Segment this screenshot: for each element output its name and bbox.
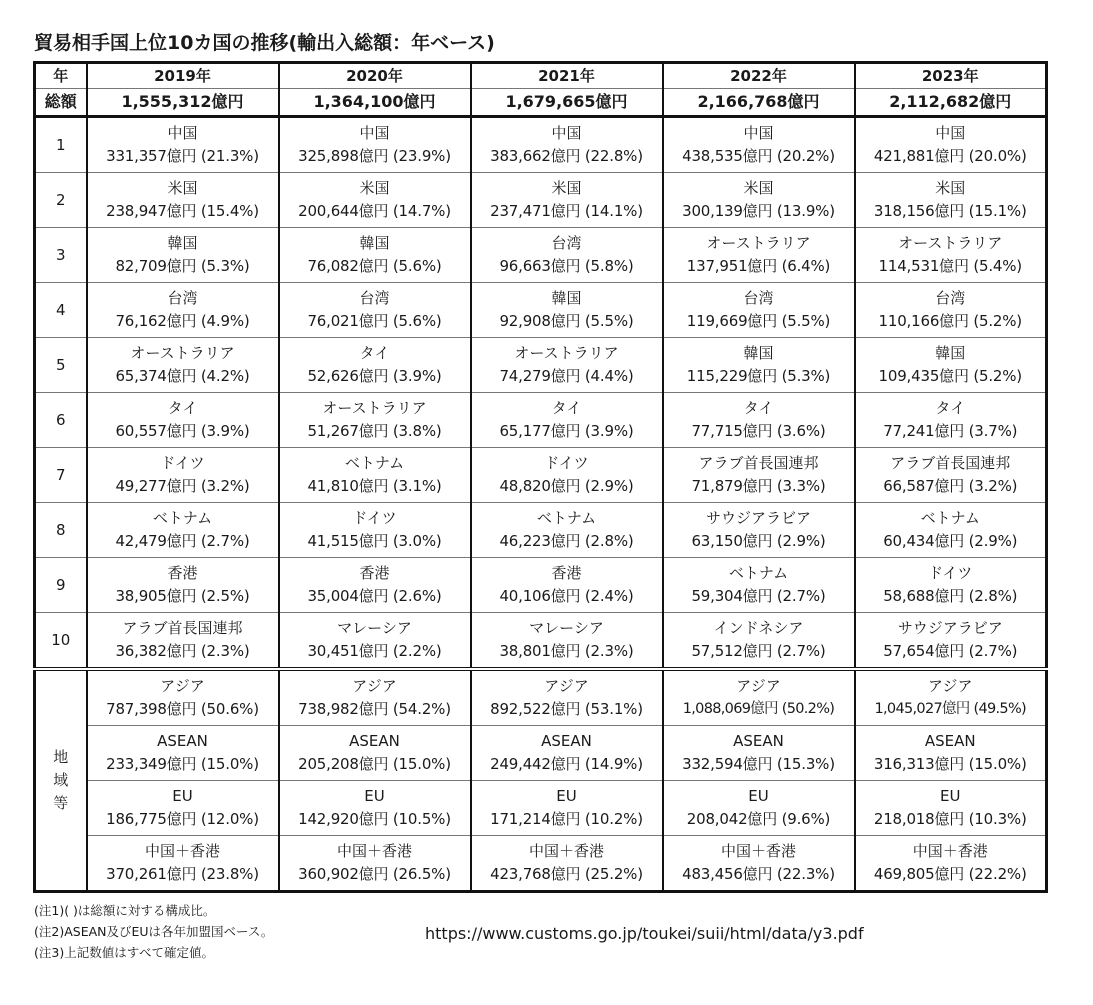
trade-partners-table <box>33 61 1048 893</box>
total-value: 1,364,100億円 <box>279 89 471 117</box>
rank-row <box>35 393 1047 448</box>
country-name: 台湾 <box>935 289 966 307</box>
rank-row <box>35 228 1047 283</box>
trade-value: 65,177億円 (3.9%) <box>499 422 634 440</box>
rank-row <box>35 613 1047 670</box>
country-name: インドネシア <box>713 619 804 637</box>
region-cell <box>855 781 1047 836</box>
country-name: 中国 <box>935 124 966 142</box>
country-name: オーストラリア <box>514 344 619 362</box>
country-name: アジア <box>160 677 205 695</box>
country-cell <box>663 503 855 558</box>
trade-value: 82,709億円 (5.3%) <box>115 257 250 275</box>
trade-value: 42,479億円 (2.7%) <box>115 532 250 550</box>
country-name: アラブ首長国連邦 <box>122 619 243 637</box>
country-name: 米国 <box>167 179 198 197</box>
trade-value: 142,920億円 (10.5%) <box>298 810 451 828</box>
region-cell <box>855 669 1047 726</box>
trade-value: 38,905億円 (2.5%) <box>115 587 250 605</box>
rank-number: 10 <box>35 613 87 670</box>
country-name: アラブ首長国連邦 <box>698 454 819 472</box>
trade-value: 41,515億円 (3.0%) <box>307 532 442 550</box>
country-name: 中国＋香港 <box>720 842 796 860</box>
country-name: 中国 <box>167 124 198 142</box>
trade-value: 60,557億円 (3.9%) <box>115 422 250 440</box>
country-name: 韓国 <box>167 234 198 252</box>
year-header: 2023年 <box>855 63 1047 89</box>
region-cell <box>471 669 663 726</box>
country-cell <box>855 558 1047 613</box>
country-name: ASEAN <box>924 732 976 750</box>
trade-value: 48,820億円 (2.9%) <box>499 477 634 495</box>
country-name: タイ <box>551 399 582 417</box>
trade-value: 49,277億円 (3.2%) <box>115 477 250 495</box>
country-name: ドイツ <box>544 454 589 472</box>
trade-value: 233,349億円 (15.0%) <box>106 755 259 773</box>
total-value: 2,166,768億円 <box>663 89 855 117</box>
country-name: ASEAN <box>733 732 784 750</box>
rank-number: 2 <box>35 173 87 228</box>
country-name: EU <box>364 787 385 805</box>
country-cell <box>855 228 1047 283</box>
country-name: EU <box>940 787 961 805</box>
country-name: ベトナム <box>536 509 597 527</box>
country-name: EU <box>748 787 769 805</box>
country-cell <box>855 503 1047 558</box>
rank-number: 6 <box>35 393 87 448</box>
region-cell <box>279 781 471 836</box>
region-cell <box>87 781 279 836</box>
trade-value: 325,898億円 (23.9%) <box>298 147 451 165</box>
trade-value: 46,223億円 (2.8%) <box>499 532 634 550</box>
country-cell <box>855 448 1047 503</box>
trade-value: 383,662億円 (22.8%) <box>490 147 643 165</box>
country-cell <box>663 173 855 228</box>
country-name: タイ <box>743 399 774 417</box>
trade-value: 40,106億円 (2.4%) <box>499 587 634 605</box>
country-name: サウジアラビア <box>897 619 1003 637</box>
trade-value: 208,042億円 (9.6%) <box>686 810 831 828</box>
country-cell <box>279 283 471 338</box>
country-cell <box>471 503 663 558</box>
trade-value: 421,881億円 (20.0%) <box>873 147 1027 165</box>
trade-value: 331,357億円 (21.3%) <box>106 147 259 165</box>
trade-value: 218,018億円 (10.3%) <box>873 810 1027 828</box>
year-label: 年 <box>35 63 87 89</box>
country-cell <box>279 558 471 613</box>
country-name: ベトナム <box>344 454 405 472</box>
country-cell <box>87 338 279 393</box>
country-cell <box>663 117 855 173</box>
trade-value: 438,535億円 (20.2%) <box>682 147 835 165</box>
region-cell <box>87 836 279 892</box>
year-header-row <box>35 63 1047 89</box>
footnotes <box>34 900 273 963</box>
country-name: アラブ首長国連邦 <box>890 454 1011 472</box>
country-name: 米国 <box>935 179 966 197</box>
trade-value: 249,442億円 (14.9%) <box>490 755 643 773</box>
country-name: 台湾 <box>743 289 774 307</box>
country-name: ベトナム <box>920 509 980 527</box>
trade-value: 1,045,027億円 (49.5%) <box>874 701 1026 717</box>
trade-value: 238,947億円 (15.4%) <box>106 202 259 220</box>
page-title: 貿易相手国上位10カ国の推移(輸出入総額：年ベース) <box>34 32 495 54</box>
country-name: 中国＋香港 <box>144 842 220 860</box>
country-name: ASEAN <box>349 732 400 750</box>
rank-row <box>35 338 1047 393</box>
trade-value: 96,663億円 (5.8%) <box>499 257 634 275</box>
rank-row <box>35 117 1047 173</box>
country-name: アジア <box>544 677 589 695</box>
country-cell <box>471 448 663 503</box>
total-row <box>35 89 1047 117</box>
region-cell <box>279 726 471 781</box>
year-header: 2022年 <box>663 63 855 89</box>
country-cell <box>471 613 663 670</box>
source-url: https://www.customs.go.jp/toukei/suii/html/data/y3.pdf <box>425 924 864 943</box>
trade-value: 51,267億円 (3.8%) <box>307 422 442 440</box>
region-cell <box>279 836 471 892</box>
country-name: アジア <box>928 677 973 695</box>
country-cell <box>87 448 279 503</box>
country-cell <box>279 117 471 173</box>
country-name: オーストラリア <box>898 234 1003 252</box>
country-cell <box>279 448 471 503</box>
trade-value: 318,156億円 (15.1%) <box>873 202 1027 220</box>
region-row <box>35 669 1047 726</box>
country-name: マレーシア <box>529 619 604 637</box>
region-row <box>35 726 1047 781</box>
country-cell <box>279 228 471 283</box>
country-name: オーストラリア <box>322 399 427 417</box>
region-label <box>35 669 87 892</box>
region-cell <box>663 836 855 892</box>
footnote: (注3)上記数値はすべて確定値。 <box>34 945 214 960</box>
region-cell <box>471 726 663 781</box>
country-name: 韓国 <box>935 344 966 362</box>
country-cell <box>855 117 1047 173</box>
country-name: ASEAN <box>157 732 208 750</box>
country-cell <box>87 558 279 613</box>
trade-value: 483,456億円 (22.3%) <box>682 865 835 883</box>
rank-row <box>35 173 1047 228</box>
country-name: サウジアラビア <box>705 509 811 527</box>
country-name: ASEAN <box>541 732 592 750</box>
trade-value: 60,434億円 (2.9%) <box>883 532 1018 550</box>
region-cell <box>855 836 1047 892</box>
rank-row <box>35 558 1047 613</box>
country-cell <box>855 393 1047 448</box>
total-label: 総額 <box>35 89 87 117</box>
region-cell <box>471 836 663 892</box>
region-cell <box>279 669 471 726</box>
region-cell <box>471 781 663 836</box>
country-name: タイ <box>359 344 390 362</box>
country-cell <box>87 283 279 338</box>
rank-number: 7 <box>35 448 87 503</box>
country-cell <box>855 338 1047 393</box>
region-cell <box>663 726 855 781</box>
trade-value: 57,654億円 (2.7%) <box>883 642 1018 660</box>
footnote: (注1)( )は総額に対する構成比。 <box>34 903 216 918</box>
rank-number: 4 <box>35 283 87 338</box>
region-cell <box>87 726 279 781</box>
trade-value: 59,304億円 (2.7%) <box>691 587 826 605</box>
trade-value: 205,208億円 (15.0%) <box>298 755 451 773</box>
trade-value: 71,879億円 (3.3%) <box>691 477 826 495</box>
rank-number: 9 <box>35 558 87 613</box>
country-cell <box>663 338 855 393</box>
country-name: ベトナム <box>152 509 213 527</box>
country-cell <box>279 173 471 228</box>
trade-value: 332,594億円 (15.3%) <box>682 755 835 773</box>
year-header: 2020年 <box>279 63 471 89</box>
country-name: 韓国 <box>551 289 582 307</box>
country-name: オーストラリア <box>130 344 235 362</box>
country-cell <box>279 393 471 448</box>
country-cell <box>663 393 855 448</box>
country-cell <box>279 503 471 558</box>
rank-number: 3 <box>35 228 87 283</box>
country-name: 香港 <box>551 564 582 582</box>
country-name: マレーシア <box>337 619 412 637</box>
trade-value: 66,587億円 (3.2%) <box>883 477 1018 495</box>
trade-value: 63,150億円 (2.9%) <box>691 532 826 550</box>
trade-value: 892,522億円 (53.1%) <box>490 700 643 718</box>
total-value: 2,112,682億円 <box>855 89 1047 117</box>
trade-value: 92,908億円 (5.5%) <box>499 312 634 330</box>
region-label-char: 域 <box>53 771 69 789</box>
country-cell <box>471 393 663 448</box>
trade-value: 76,162億円 (4.9%) <box>115 312 250 330</box>
trade-value: 119,669億円 (5.5%) <box>686 312 831 330</box>
trade-value: 423,768億円 (25.2%) <box>490 865 643 883</box>
country-cell <box>663 228 855 283</box>
region-label-char: 地 <box>53 748 69 766</box>
trade-value: 77,715億円 (3.6%) <box>691 422 826 440</box>
region-label-char: 等 <box>53 794 69 812</box>
trade-value: 137,951億円 (6.4%) <box>686 257 831 275</box>
country-name: ドイツ <box>160 454 205 472</box>
country-name: 韓国 <box>743 344 774 362</box>
country-name: 中国＋香港 <box>336 842 412 860</box>
region-cell <box>87 669 279 726</box>
country-cell <box>87 503 279 558</box>
country-name: 韓国 <box>359 234 390 252</box>
total-value: 1,679,665億円 <box>471 89 663 117</box>
year-header: 2019年 <box>87 63 279 89</box>
region-cell <box>855 726 1047 781</box>
trade-value: 77,241億円 (3.7%) <box>883 422 1018 440</box>
year-header: 2021年 <box>471 63 663 89</box>
country-cell <box>663 283 855 338</box>
country-cell <box>279 338 471 393</box>
trade-value: 38,801億円 (2.3%) <box>499 642 634 660</box>
trade-value: 65,374億円 (4.2%) <box>115 367 250 385</box>
total-value: 1,555,312億円 <box>87 89 279 117</box>
country-name: 香港 <box>167 564 198 582</box>
country-name: 香港 <box>359 564 390 582</box>
trade-value: 109,435億円 (5.2%) <box>878 367 1022 385</box>
trade-value: 76,082億円 (5.6%) <box>307 257 442 275</box>
trade-value: 360,902億円 (26.5%) <box>298 865 451 883</box>
country-cell <box>471 283 663 338</box>
trade-value: 57,512億円 (2.7%) <box>691 642 826 660</box>
country-cell <box>279 613 471 670</box>
rank-number: 5 <box>35 338 87 393</box>
trade-value: 370,261億円 (23.8%) <box>106 865 259 883</box>
country-cell <box>855 613 1047 670</box>
country-cell <box>87 117 279 173</box>
country-name: タイ <box>167 399 198 417</box>
region-cell <box>663 781 855 836</box>
region-row <box>35 781 1047 836</box>
trade-value: 76,021億円 (5.6%) <box>307 312 442 330</box>
country-name: アジア <box>352 677 397 695</box>
country-cell <box>87 613 279 670</box>
rank-row <box>35 448 1047 503</box>
country-cell <box>663 448 855 503</box>
trade-value: 58,688億円 (2.8%) <box>883 587 1018 605</box>
trade-value: 300,139億円 (13.9%) <box>682 202 835 220</box>
country-cell <box>87 393 279 448</box>
country-name: アジア <box>736 677 781 695</box>
country-name: EU <box>172 787 193 805</box>
trade-value: 41,810億円 (3.1%) <box>307 477 442 495</box>
country-name: ドイツ <box>352 509 397 527</box>
rank-number: 1 <box>35 117 87 173</box>
country-name: ベトナム <box>728 564 789 582</box>
country-name: EU <box>556 787 577 805</box>
trade-value: 186,775億円 (12.0%) <box>106 810 259 828</box>
trade-value: 36,382億円 (2.3%) <box>115 642 250 660</box>
rank-number: 8 <box>35 503 87 558</box>
country-name: 台湾 <box>167 289 198 307</box>
country-name: 米国 <box>743 179 774 197</box>
country-cell <box>87 173 279 228</box>
country-name: 中国＋香港 <box>912 842 988 860</box>
country-name: 中国 <box>359 124 390 142</box>
rank-row <box>35 503 1047 558</box>
country-name: 中国＋香港 <box>528 842 604 860</box>
country-cell <box>663 613 855 670</box>
footnote: (注2)ASEAN及びEUは各年加盟国ベース。 <box>34 924 274 939</box>
rank-row <box>35 283 1047 338</box>
trade-value: 316,313億円 (15.0%) <box>873 755 1027 773</box>
trade-value: 35,004億円 (2.6%) <box>307 587 442 605</box>
country-cell <box>471 173 663 228</box>
country-cell <box>87 228 279 283</box>
trade-value: 237,471億円 (14.1%) <box>490 202 643 220</box>
country-name: 中国 <box>743 124 774 142</box>
trade-value: 110,166億円 (5.2%) <box>878 312 1022 330</box>
trade-value: 114,531億円 (5.4%) <box>878 257 1022 275</box>
country-name: タイ <box>935 399 966 417</box>
region-cell <box>663 669 855 726</box>
trade-value: 469,805億円 (22.2%) <box>873 865 1027 883</box>
country-cell <box>855 283 1047 338</box>
country-name: ドイツ <box>928 564 973 582</box>
country-cell <box>663 558 855 613</box>
country-cell <box>471 117 663 173</box>
trade-value: 115,229億円 (5.3%) <box>686 367 831 385</box>
country-name: 中国 <box>551 124 582 142</box>
trade-value: 1,088,069億円 (50.2%) <box>682 701 835 717</box>
trade-value: 30,451億円 (2.2%) <box>307 642 442 660</box>
country-name: 台湾 <box>551 234 582 252</box>
country-name: オーストラリア <box>706 234 811 252</box>
country-cell <box>471 338 663 393</box>
country-cell <box>471 558 663 613</box>
trade-value: 74,279億円 (4.4%) <box>499 367 634 385</box>
trade-value: 787,398億円 (50.6%) <box>106 700 259 718</box>
country-name: 米国 <box>551 179 582 197</box>
region-row <box>35 836 1047 892</box>
trade-value: 52,626億円 (3.9%) <box>307 367 442 385</box>
country-name: 台湾 <box>359 289 390 307</box>
country-name: 米国 <box>359 179 390 197</box>
trade-value: 171,214億円 (10.2%) <box>490 810 643 828</box>
country-cell <box>471 228 663 283</box>
trade-value: 200,644億円 (14.7%) <box>298 202 451 220</box>
country-cell <box>855 173 1047 228</box>
trade-value: 738,982億円 (54.2%) <box>298 700 451 718</box>
